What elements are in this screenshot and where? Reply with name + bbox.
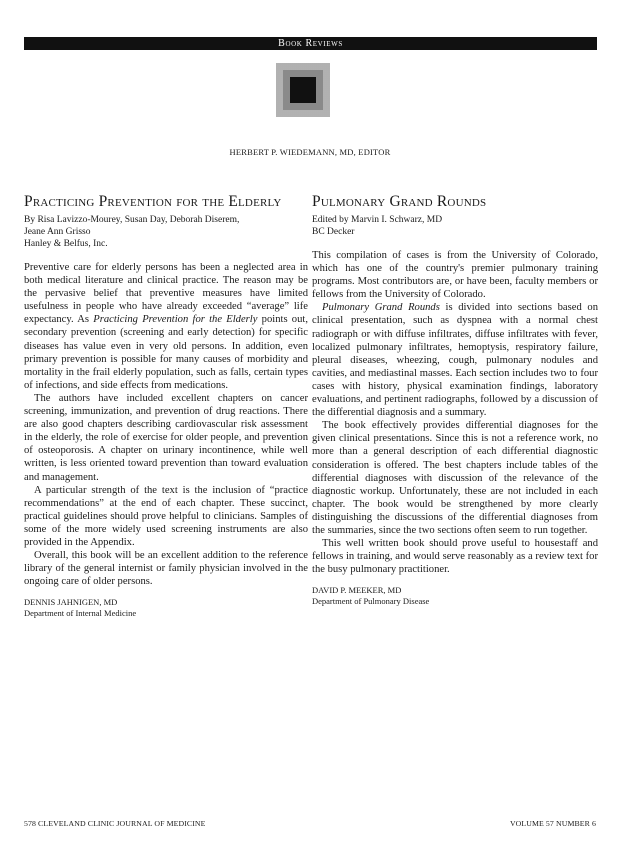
review-body [24, 261, 308, 588]
footer-volume: VOLUME 57 NUMBER 6 [509, 819, 596, 828]
reviewer-department: Department of Internal Medicine [24, 607, 137, 618]
review-title: Practicing Prevention for the Elderly [24, 193, 282, 210]
review-practicing-prevention [24, 193, 308, 618]
review-authors-line2: Jeane Ann Grisso [24, 227, 91, 237]
review-paragraph: This well written book should prove useful to housestaff and fellows in training, and would serve reasonably as a review text for the busy pulmonary practitioner. [312, 538, 598, 576]
review-paragraph: Overall, this book will be an excellent addition to the reference library of the general internist or family physician involved in the ongoing care of older persons. [24, 550, 308, 588]
review-paragraph: A particular strength of the text is the inclusion of “practice recommendations” at the end of each chapter. These succinct, practical guidelines should prove helpful to clinicians. Samples of some of the more widely used screening instruments are also provided in the Appendix. [24, 484, 308, 548]
review-paragraph: This compilation of cases is from the University of Colorado, which has one of the country's premier pulmonary training programs. Most contributors are, or have been, faculty members or fellows from the University of Colorado. [312, 250, 598, 301]
review-title: Pulmonary Grand Rounds [312, 193, 487, 210]
journal-logo-icon [276, 63, 330, 117]
review-authors-line1: By Risa Lavizzo-Mourey, Susan Day, Deborah Diserem, [24, 215, 240, 225]
section-title: Book Reviews [278, 38, 343, 49]
review-paragraph: Pulmonary Grand Rounds is divided into sections based on clinical presentation, such as dyspnea with a normal chest radiograph or with diffuse infiltrates, diffuse infiltrates with fever, localized pulmonary infiltrates, hemoptysis, respiratory failure, pleural diseases, wheezing, cough, pulmonary nodules and cavities, and mediastinal masses. Each section includes two to four cases with history, physical examination findings, laboratory evaluations, and pertinent radiographs, followed by a discussion of the differential diagnosis and a summary. [312, 302, 598, 419]
review-paragraph: Preventive care for elderly persons has been a neglected area in both medical literature and clinical practice. The reason may be the pervasive belief that preventive measures have limited usefulness in people who have already exceeded “average” life expectancy. As Practicing Prevention for the Elderly points out, secondary prevention (screening and early detection) for specific diseases has value even in very old persons. In addition, even primary prevention is possible for many causes of morbidity and mortality in the frail elderly population, such as falls, certain types of infections, and side effects from medications. [24, 262, 308, 391]
review-paragraph: The authors have included excellent chapters on cancer screening, immunization, and prevention of drug reactions. There are also good chapters describing cardiovascular risk assessment in the elderly, the role of exercise for older people, and prevention of osteoporosis. A chapter on urinary incontinence, while well written, is less oriented toward prevention than toward evaluation and management. [24, 392, 308, 483]
reviewer-name: DAVID P. MEEKER, MD [312, 585, 402, 596]
review-editor: Edited by Marvin I. Schwarz, MD [312, 215, 443, 225]
footer-journal-page: 578 CLEVELAND CLINIC JOURNAL OF MEDICINE [24, 819, 206, 828]
review-publisher: Hanley & Belfus, Inc. [24, 239, 108, 249]
reviewer-name: DENNIS JAHNIGEN, MD [24, 597, 118, 608]
reviewer-department: Department of Pulmonary Disease [312, 595, 430, 606]
review-paragraph: The book effectively provides differential diagnoses for the given clinical presentations. Since this is not a reference work, no more than a general description of each differential diagnostic consideration is offered. The best chapters include tables of the differential diagnoses with discussion of the relevance of the diagnostic workup. Unfortunately, these are not included in each chapter. The book would be strengthened by more clearly distinguishing the discussions of the differential diagnoses from the summaries, since the two sections often seem to run together. [312, 420, 598, 536]
review-body [312, 249, 598, 576]
review-publisher: BC Decker [312, 227, 355, 237]
review-pulmonary-grand-rounds [312, 193, 598, 606]
editor-credit: HERBERT P. WIEDEMANN, MD, EDITOR [229, 147, 391, 157]
section-header-bar [24, 37, 597, 50]
